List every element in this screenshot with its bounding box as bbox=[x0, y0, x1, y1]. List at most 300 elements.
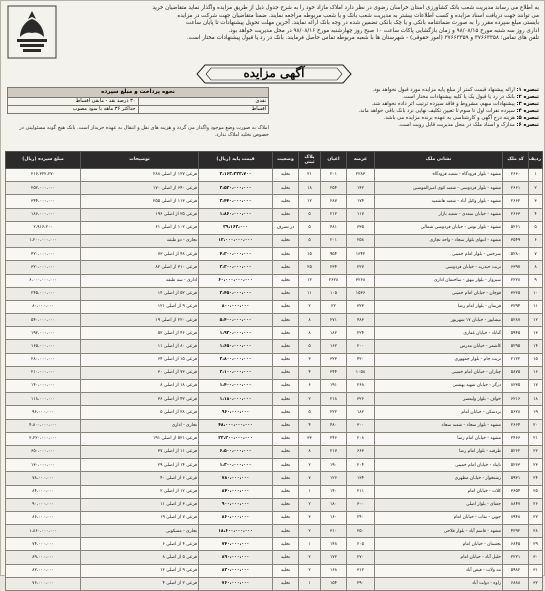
table-cell: ۸۴۰،۰۰۰،۰۰۰ bbox=[199, 485, 273, 498]
table-cell: ۶۳۹۷ bbox=[503, 261, 529, 274]
table-cell: فرعی ۴۶ از اصلی ۵۲ bbox=[81, 327, 199, 340]
table-cell: ۱۸۶،۰۰۰،۰۰۰ bbox=[6, 208, 81, 221]
table-cell: ۱،۶۵۰،۰۰۰،۰۰۰ bbox=[199, 340, 273, 353]
table-cell: ۲ bbox=[299, 525, 321, 538]
table-cell: فرعی ۴۸ از اصلی ۷۳ bbox=[81, 248, 199, 261]
table-cell: مشهد - بلوار فرودگاه - شعبه فرودگاه bbox=[375, 169, 503, 182]
table-cell: تخلیه bbox=[273, 538, 299, 551]
table-cell: ۴۲۰ bbox=[347, 353, 375, 366]
payment-desc: حداکثر ۳۶ ماهه با سود مصوب bbox=[72, 106, 136, 112]
table-cell: تخلیه bbox=[273, 393, 299, 406]
intro-line: اداری روز سه شنبه مورخ ۹۸/۰۸/۱۵ و زمان بازگشایی پاکات ساعت ۱۰ صبح روز چهارشنبه مورخ ۹۸/۰۸/۱۶ در محل مدیریت خواهد بود. bbox=[228, 27, 539, 34]
table-cell: ۲۶۲۸ bbox=[321, 274, 347, 287]
table-cell: تخلیه bbox=[273, 432, 299, 445]
table-cell: گناباد - خیابان غفاری bbox=[375, 327, 503, 340]
table-cell: فرعی ۵۲۱ از اصلی ۱۹۱ bbox=[81, 432, 199, 445]
table-row bbox=[6, 340, 543, 353]
table-cell: مشهد - انتهای بلوار سجاد - واحد تجاری bbox=[375, 234, 503, 247]
table-row bbox=[6, 366, 543, 379]
table-cell: ۷ bbox=[299, 472, 321, 485]
table-cell: ۳۰۰ bbox=[347, 498, 375, 511]
table-cell: ۱۱ bbox=[299, 287, 321, 300]
table-cell: ۴ bbox=[529, 208, 543, 221]
table-cell: ۱۵۳۶ bbox=[347, 287, 375, 300]
table-cell: ۱۹۲،۰۰۰،۰۰۰ bbox=[6, 327, 81, 340]
table-cell: تخلیه bbox=[273, 551, 299, 564]
table-cell: ۱،۸۶۰،۰۰۰،۰۰۰ bbox=[199, 208, 273, 221]
table-cell: ۳۶۵۴ bbox=[503, 485, 529, 498]
table-cell: ۲،۱۶۳،۲۲۲،۷۰۰ bbox=[199, 169, 273, 182]
table-cell: ۵۸۷۵ bbox=[503, 366, 529, 379]
table-cell: ۲۶۶۴ bbox=[503, 419, 529, 432]
table-cell: ۲۱۶،۳۲۲،۲۷۰ bbox=[6, 169, 81, 182]
table-cell: خواف - بلوار ولیعصر bbox=[375, 393, 503, 406]
table-cell: ۲۶۶۱ bbox=[503, 182, 529, 195]
table-cell: ۵ bbox=[299, 234, 321, 247]
table-cell: تخلیه bbox=[273, 419, 299, 432]
table-cell: ۵۲۸۰ bbox=[503, 248, 529, 261]
table-cell: فرعی ۶۴۰ از اصلی ۱۷۰ bbox=[81, 182, 199, 195]
table-cell: ۸۹،۰۰۰،۰۰۰ bbox=[6, 551, 81, 564]
table-cell: ۲۱ bbox=[299, 169, 321, 182]
table-cell: ۲۹ bbox=[529, 538, 543, 551]
table-cell: تخلیه bbox=[273, 340, 299, 353]
table-cell: ۴۲۰،۰۰۰،۰۰۰ bbox=[6, 248, 81, 261]
table-cell: ۷۸،۰۰۰،۰۰۰ bbox=[6, 472, 81, 485]
table-cell: فرعی ۶ از اصلی ۴۰ bbox=[81, 472, 199, 485]
table-cell: ۲۵ bbox=[299, 261, 321, 274]
table-cell: ۳۰ bbox=[529, 551, 543, 564]
table-cell: ۳۲ bbox=[529, 577, 543, 590]
table-cell: فرعی ۸۰ از اصلی ۱۱ bbox=[81, 340, 199, 353]
column-header: وضعیت bbox=[273, 152, 299, 169]
table-cell: ۱،۹۲۰،۰۰۰،۰۰۰ bbox=[199, 327, 273, 340]
table-cell: ۳ bbox=[299, 353, 321, 366]
table-cell: ۲۹۰ bbox=[347, 577, 375, 590]
column-header: ردیف bbox=[529, 152, 543, 169]
table-cell: فریمان - بلوار امام رضا bbox=[375, 300, 503, 313]
table-cell: ۲۲۸۳ bbox=[347, 169, 375, 182]
table-cell: ۲۷۰ bbox=[347, 551, 375, 564]
table-cell: فرعی ۲۸ از اصلی ۵ bbox=[81, 406, 199, 419]
table-cell: ۲،۴۵۰،۰۰۰،۰۰۰ bbox=[199, 287, 273, 300]
note-item: تبصره ۱: ارائه پیشنهاد قیمت کمتر از مبلغ پایه مزایده مورد قبول نخواهد بود. bbox=[372, 87, 539, 93]
table-cell: ۱۶۸ bbox=[321, 564, 347, 577]
table-cell: ۳ bbox=[529, 195, 543, 208]
table-cell: ۱ bbox=[299, 577, 321, 590]
table-cell: ۱۵۴ bbox=[321, 577, 347, 590]
table-cell: ۸۸۴۷ bbox=[503, 498, 529, 511]
table-cell: تخلیه bbox=[273, 314, 299, 327]
table-row bbox=[6, 577, 543, 590]
table-cell: ۷۴۰،۰۰۰،۰۰۰ bbox=[199, 538, 273, 551]
table-cell: ۱۳ bbox=[529, 327, 543, 340]
table-cell: ۶۸۸۸ bbox=[503, 577, 529, 590]
table-cell: تخلیه bbox=[273, 234, 299, 247]
table-cell: ۲۲۲ bbox=[321, 406, 347, 419]
table-cell: تخلیه bbox=[273, 366, 299, 379]
table-cell: فرعی ۵۲ از اصلی ۱۴ bbox=[81, 287, 199, 300]
table-cell: ۳ bbox=[299, 511, 321, 524]
table-cell: ۲۹،۱۶۲،۰۰۰ bbox=[199, 221, 273, 234]
table-cell: ۳۲۹۴ bbox=[503, 300, 529, 313]
table-cell: ۱ bbox=[529, 169, 543, 182]
table-cell: ۲۵۰ bbox=[347, 525, 375, 538]
column-header: مبلغ سپرده (ریال) bbox=[6, 152, 81, 169]
table-cell: ۱ bbox=[299, 485, 321, 498]
table-cell: تخلیه bbox=[273, 445, 299, 458]
table-cell: تخلیه bbox=[273, 525, 299, 538]
table-cell: فرعی ۷ از اصلی ۱۹ bbox=[81, 511, 199, 524]
table-cell: تخلیه bbox=[273, 248, 299, 261]
table-cell: ۲۰۸ bbox=[347, 432, 375, 445]
notes-list bbox=[275, 87, 539, 149]
table-cell: ۴۲۹۲ bbox=[503, 525, 529, 538]
column-header: نشانی ملک bbox=[375, 152, 503, 169]
table-row bbox=[6, 208, 543, 221]
table-cell: تخلیه bbox=[273, 274, 299, 287]
table-cell: ۱۶۲ bbox=[321, 340, 347, 353]
table-cell: ۲۸ bbox=[529, 525, 543, 538]
table-cell: چناران - خیابان امام خمینی bbox=[375, 366, 503, 379]
table-cell: ۵۲۶۱ bbox=[503, 221, 529, 234]
table-row bbox=[6, 300, 543, 313]
table-cell: ۱۴۰ bbox=[321, 485, 347, 498]
table-cell: ۱۴۲ bbox=[347, 182, 375, 195]
table-cell: ۲۴ bbox=[529, 472, 543, 485]
table-cell: ۵ bbox=[299, 340, 321, 353]
payment-terms-heading: نحوه پرداخت و مبلغ سپرده bbox=[7, 87, 269, 98]
table-cell: ۱۷۴ bbox=[347, 195, 375, 208]
table-cell: تخلیه bbox=[273, 511, 299, 524]
table-cell: ۵۲۶۳ bbox=[503, 459, 529, 472]
table-cell: ۱،۳۰۰،۰۰۰،۰۰۰ bbox=[199, 459, 273, 472]
table-cell: ۲۰۰ bbox=[347, 340, 375, 353]
table-cell: ۲۲۴ bbox=[347, 327, 375, 340]
table-cell: زاوه - دولت آباد bbox=[375, 577, 503, 590]
table-cell: ۲ bbox=[299, 300, 321, 313]
table-cell: ۱۱۷ bbox=[347, 208, 375, 221]
table-cell: ۵۲۹۵ bbox=[503, 340, 529, 353]
table-cell: تخلیه bbox=[273, 208, 299, 221]
table-cell: ۲۲ bbox=[321, 300, 347, 313]
table-cell: ۸۶،۰۰۰،۰۰۰ bbox=[6, 511, 81, 524]
table-cell: ۳۲۶۸ bbox=[347, 274, 375, 287]
table-cell: فرعی ۳۱۰ از اصلی ۸۲ bbox=[81, 261, 199, 274]
column-header: عرصه bbox=[347, 152, 375, 169]
table-row bbox=[6, 287, 543, 300]
table-cell: ۲۳ bbox=[529, 459, 543, 472]
table-cell: ۳۰۰ bbox=[347, 419, 375, 432]
table-cell: ۱۸ bbox=[299, 182, 321, 195]
table-cell: ۱۸۰ bbox=[321, 498, 347, 511]
table-cell: ۷۸۰،۰۰۰،۰۰۰ bbox=[199, 472, 273, 485]
table-cell: ۱۷ bbox=[529, 380, 543, 393]
table-cell: ۸ bbox=[299, 314, 321, 327]
table-cell: ۶۵۰،۰۰۰،۰۰۰ bbox=[6, 445, 81, 458]
table-cell: ۴ bbox=[299, 366, 321, 379]
note-item: تبصره ۶: مدارک و اسناد ملک در محل مدیریت قابل رویت است. bbox=[398, 122, 539, 128]
table-cell: ۳۴۴،۰۰۰،۰۰۰ bbox=[6, 195, 81, 208]
payment-terms-row bbox=[7, 106, 269, 114]
table-row bbox=[6, 419, 543, 432]
table-cell: کاشمر - خیابان مدرس bbox=[375, 340, 503, 353]
table-cell: ۲۲۲۸ bbox=[503, 274, 529, 287]
table-cell: ۳۱۲ bbox=[347, 564, 375, 577]
table-header-row bbox=[6, 152, 543, 169]
intro-line: می توانند جهت دریافت اسناد مزایده و کسب اطلاعات بیشتر به مدیریت شعب بانک و یا شعب مربوطه مراجعه نمایند. ضمنا متقاضیان جهت شرکت در مزایده bbox=[177, 12, 539, 19]
intro-line: بایستی مبلغ سپرده مقرر را به صورت ضمانتنامه بانکی و یا چک بانکی تضمین شده در وجه بانک ارائه نمایند. آخرین مهلت تحویل پیشنهادات تا پایان ساعت bbox=[185, 20, 539, 27]
table-cell: فرعی ۱۸ از اصلی ۸ bbox=[81, 380, 199, 393]
table-cell: ۲۲ bbox=[529, 445, 543, 458]
table-cell: تجاری - دو طبقه bbox=[81, 234, 199, 247]
table-cell: ۵۲۶۲ bbox=[503, 445, 529, 458]
table-cell: ۱۸۲ bbox=[347, 406, 375, 419]
table-cell: ۲۷۱ bbox=[321, 314, 347, 327]
table-cell: ۱۲ bbox=[299, 195, 321, 208]
table-cell: فرعی ۲۵ از اصلی ۱۹۶ bbox=[81, 208, 199, 221]
table-cell: ۵۶۲۸ bbox=[503, 406, 529, 419]
table-cell: ۸۶۰،۰۰۰،۰۰۰ bbox=[199, 511, 273, 524]
table-row bbox=[6, 432, 543, 445]
table-cell: تخلیه bbox=[273, 406, 299, 419]
table-row bbox=[6, 551, 543, 564]
table-cell: ۲۶۶۳ bbox=[503, 208, 529, 221]
table-cell: ۱،۴۰۰،۰۰۰،۰۰۰ bbox=[199, 380, 273, 393]
column-header: اعیان bbox=[321, 152, 347, 169]
table-row bbox=[6, 221, 543, 234]
table-cell: ۲۶۸ bbox=[347, 380, 375, 393]
table-cell: ۸ bbox=[299, 327, 321, 340]
table-row bbox=[6, 195, 543, 208]
table-cell: ۲۴۶۶ bbox=[503, 432, 529, 445]
title-banner bbox=[191, 61, 357, 87]
table-cell: ۲۵۲،۰۰۰،۰۰۰ bbox=[6, 182, 81, 195]
table-cell: ۶ bbox=[529, 234, 543, 247]
table-cell: ۳۲۰،۰۰۰،۰۰۰ bbox=[6, 261, 81, 274]
table-row bbox=[6, 261, 543, 274]
table-cell: ۲ bbox=[299, 498, 321, 511]
table-cell: تخلیه bbox=[273, 300, 299, 313]
table-row bbox=[6, 445, 543, 458]
table-cell: مشهد - بلوار توس - خیابان فردوسی شمالی bbox=[375, 221, 503, 234]
table-cell: ۲۲۲۱ bbox=[503, 551, 529, 564]
table-cell: ۵۹۸۲ bbox=[503, 564, 529, 577]
table-cell: ۲،۸۰۰،۰۰۰،۰۰۰ bbox=[199, 353, 273, 366]
table-cell: ۱،۱۸۰،۰۰۰،۰۰۰ bbox=[199, 393, 273, 406]
table-cell: تخلیه bbox=[273, 564, 299, 577]
table-cell: ۱۲۶ bbox=[321, 472, 347, 485]
table-cell: تخلیه bbox=[273, 577, 299, 590]
table-cell: رشتخوار - خیابان مطهری bbox=[375, 472, 503, 485]
table-cell: ۲۴۵،۰۰۰،۰۰۰ bbox=[6, 287, 81, 300]
table-cell: ۲۱۲۲ bbox=[503, 353, 529, 366]
conditions-note: املاک به صورت وضع موجود واگذار می گردد و هزینه های نقل و انتقال به عهده خریدار است. بانک هیچ گونه مسئولیتی در خصوص تخلیه املاک ندارد. bbox=[19, 125, 269, 138]
table-cell: ۲ bbox=[299, 551, 321, 564]
table-cell: مه ولات - فیض آباد bbox=[375, 564, 503, 577]
table-cell: ۲۶۶۲ bbox=[503, 195, 529, 208]
table-cell: ۴،۲۰۰،۰۰۰،۰۰۰ bbox=[199, 248, 273, 261]
table-cell: مشهد - بلوار فردوسی - شعبه کوی امیرالمومنین bbox=[375, 182, 503, 195]
table-cell: فرعی ۲ از اصلی ۴ bbox=[81, 577, 199, 590]
table-cell: درگز - خیابان شهید بهشتی bbox=[375, 380, 503, 393]
table-cell: ۳،۲۰۰،۰۰۰،۰۰۰ bbox=[199, 261, 273, 274]
table-cell: فرعی ۴۲ از اصلی ۳۶ bbox=[81, 393, 199, 406]
table-cell: تخلیه bbox=[273, 380, 299, 393]
table-cell: ۹ bbox=[529, 274, 543, 287]
table-cell: ۱۲،۰۰۰،۰۰۰،۰۰۰ bbox=[199, 234, 273, 247]
table-cell: ۱۴ bbox=[529, 340, 543, 353]
table-cell: ۴۸۱ bbox=[321, 221, 347, 234]
table-row bbox=[6, 459, 543, 472]
table-cell: تجاری - اداری bbox=[81, 419, 199, 432]
table-cell: ۵ bbox=[299, 208, 321, 221]
table-cell: تایباد - خیابان امام خمینی bbox=[375, 459, 503, 472]
table-cell: مشهد - قاسم آباد - بلوار فلاحی bbox=[375, 525, 503, 538]
table-row bbox=[6, 169, 543, 182]
table-cell: بجستان - خیابان امام bbox=[375, 538, 503, 551]
table-cell: فرعی ۲۲۰ از اصلی ۱۹ bbox=[81, 314, 199, 327]
table-cell: ۲۴۰ bbox=[347, 511, 375, 524]
table-cell: ۵۹۴۵ bbox=[503, 327, 529, 340]
table-cell: ۲۰۴ bbox=[347, 459, 375, 472]
property-table-wrapper bbox=[5, 151, 542, 587]
table-cell: ۱۳۴ bbox=[347, 472, 375, 485]
table-cell: فرعی ۴ از اصلی ۶ bbox=[81, 538, 199, 551]
table-cell: ۳،۴۴۰،۰۰۰،۰۰۰ bbox=[199, 195, 273, 208]
table-cell: فرعی ۱۴ از اصلی ۲۹ bbox=[81, 459, 199, 472]
table-cell: ۸۹۴۸ bbox=[503, 511, 529, 524]
table-cell: ۷۶،۰۰۰،۰۰۰ bbox=[6, 577, 81, 590]
table-cell: ۲۰ bbox=[529, 419, 543, 432]
table-cell: فرعی ۱۱۳ از اصلی ۲۵۵ bbox=[81, 195, 199, 208]
intro-paragraph bbox=[63, 5, 539, 59]
payment-desc: ۳۰ درصد نقد - مابقی اقساط bbox=[75, 98, 136, 104]
table-cell: ۲۳۴ bbox=[321, 261, 347, 274]
table-cell: ۶،۰۰۰،۰۰۰،۰۰۰ bbox=[6, 274, 81, 287]
table-cell: تخلیه bbox=[273, 287, 299, 300]
table-cell: ۵ bbox=[529, 221, 543, 234]
table-cell: ۸ bbox=[529, 261, 543, 274]
table-cell: ۷ bbox=[529, 248, 543, 261]
table-cell: ۳۳ bbox=[299, 432, 321, 445]
table-cell: تخلیه bbox=[273, 472, 299, 485]
ad-header bbox=[5, 3, 542, 61]
table-cell: جوین - نقاب - خیابان امام bbox=[375, 511, 503, 524]
table-cell: فرعی ۹ از اصلی ۱۲ bbox=[81, 564, 199, 577]
table-cell: ۱۰۵ bbox=[321, 287, 347, 300]
table-cell: ۱۶۰ bbox=[321, 511, 347, 524]
table-cell: طرقبه - بلوار امام رضا bbox=[375, 445, 503, 458]
table-cell: تخلیه bbox=[273, 195, 299, 208]
table-cell: ۱۴۰،۰۰۰،۰۰۰ bbox=[6, 380, 81, 393]
table-cell: قوچان - خیابان امام خمینی bbox=[375, 287, 503, 300]
table-cell: در تصرف bbox=[273, 221, 299, 234]
table-row bbox=[6, 511, 543, 524]
table-cell: ۲۵ bbox=[529, 485, 543, 498]
note-item: تبصره ۵: هزینه درج آگهی و کارشناسی به عهده برنده مزایده می باشد. bbox=[383, 115, 539, 121]
table-row bbox=[6, 234, 543, 247]
table-cell: ۴۸۳ bbox=[347, 314, 375, 327]
table-cell: جغتای - بلوار اصلی bbox=[375, 498, 503, 511]
table-cell: سبزوار - بلوار بیهق - ساختمان اداری bbox=[375, 274, 503, 287]
payment-type: اقساط bbox=[138, 106, 269, 113]
table-cell: تخلیه bbox=[273, 327, 299, 340]
table-cell: ۱۲ bbox=[299, 274, 321, 287]
table-cell: ۳۲۳ bbox=[321, 353, 347, 366]
table-cell: ۷۴،۰۰۰،۰۰۰ bbox=[6, 538, 81, 551]
table-cell: ۴ bbox=[299, 419, 321, 432]
table-cell: ۲۶۶۰ bbox=[503, 169, 529, 182]
ad-title: آگهی مزایده bbox=[243, 66, 305, 80]
note-item: تبصره ۳: پیشنهادات مبهم، مشروط و فاقد سپرده ترتیب اثر داده نخواهد شد. bbox=[371, 101, 539, 107]
table-cell: ۱۱۸،۰۰۰،۰۰۰ bbox=[6, 393, 81, 406]
table-cell: ۹۵۴ bbox=[321, 248, 347, 261]
table-cell: ۸۲۳۵ bbox=[503, 380, 529, 393]
table-cell: مشهد - بلوار وکیل آباد - شعبه هاشمیه bbox=[375, 195, 503, 208]
table-cell: تخلیه bbox=[273, 485, 299, 498]
table-cell: ۲ bbox=[299, 393, 321, 406]
table-row bbox=[6, 525, 543, 538]
table-cell: ۱۹ bbox=[529, 406, 543, 419]
intro-line: تلفن های تماس: ۳۷۶۶۳۳۵۸ و ۳۷۶۶۳۳۵۹ (امور حقوقی) - شهرستان ها با شعبه مربوطه تماس حاصل فرمایند. بانک در رد یا قبول پیشنهادات مختار است. bbox=[186, 35, 539, 42]
table-cell: ۲،۱۰۰،۰۰۰،۰۰۰ bbox=[199, 366, 273, 379]
column-header: پلاک ثبتی bbox=[299, 152, 321, 169]
table-cell: فرعی ۱۵ از اصلی ۶۴ bbox=[81, 353, 199, 366]
table-cell: ۱۹۱ bbox=[321, 380, 347, 393]
table-cell: ۹۶۰،۰۰۰،۰۰۰ bbox=[199, 406, 273, 419]
table-cell: ۱۶۵،۰۰۰،۰۰۰ bbox=[6, 340, 81, 353]
table-cell: تخلیه bbox=[273, 459, 299, 472]
table-cell: ۱،۸۶۰،۰۰۰،۰۰۰ bbox=[6, 525, 81, 538]
column-header: قیمت پایه (ریال) bbox=[199, 152, 273, 169]
table-cell: ۱۶ bbox=[529, 366, 543, 379]
table-cell: ۸۲،۰۰۰،۰۰۰ bbox=[6, 564, 81, 577]
table-cell: ۱۰۵۸ bbox=[347, 366, 375, 379]
table-cell: ۲۱۷ bbox=[321, 445, 347, 458]
table-cell: ۵۲۸۷ bbox=[503, 314, 529, 327]
table-cell: ۴۸،۰۰۰،۰۰۰،۰۰۰ bbox=[199, 419, 273, 432]
payment-type: نقدی bbox=[138, 98, 269, 105]
table-cell: ۱۴۸ bbox=[321, 538, 347, 551]
table-cell: ۱،۲۰۰،۰۰۰،۰۰۰ bbox=[6, 234, 81, 247]
table-cell: ۲ bbox=[299, 564, 321, 577]
table-cell: تجاری - مسکونی bbox=[81, 525, 199, 538]
table-row bbox=[6, 538, 543, 551]
bank-logo-icon bbox=[7, 5, 57, 59]
table-cell: ۱۵ bbox=[529, 353, 543, 366]
table-cell: فرعی ۷۳ از اصلی ۳۰ bbox=[81, 366, 199, 379]
table-row bbox=[6, 393, 543, 406]
table-cell: ۱۸،۶۰۰،۰۰۰،۰۰۰ bbox=[199, 525, 273, 538]
table-cell: ۵۴۰،۰۰۰،۰۰۰ bbox=[6, 314, 81, 327]
table-cell: ۸۹۰،۰۰۰،۰۰۰ bbox=[199, 551, 273, 564]
table-cell: ۲۲۷ bbox=[347, 261, 375, 274]
table-cell: ۲۵۸ bbox=[347, 234, 375, 247]
table-cell: ۳۱۰ bbox=[321, 525, 347, 538]
table-row bbox=[6, 314, 543, 327]
table-cell: ۲۷ bbox=[529, 511, 543, 524]
table-cell: ۲ bbox=[529, 182, 543, 195]
table-cell: ۶۲۱۶ bbox=[503, 393, 529, 406]
table-cell: ۳۱ bbox=[529, 564, 543, 577]
table-cell: اداری - سه طبقه bbox=[81, 274, 199, 287]
property-table bbox=[5, 151, 543, 591]
table-cell: ۸۴،۰۰۰،۰۰۰ bbox=[6, 485, 81, 498]
table-cell: ۹۰،۰۰۰،۰۰۰ bbox=[6, 498, 81, 511]
table-cell: ۲۱۱ bbox=[347, 485, 375, 498]
table-cell: ۴۸۰ bbox=[321, 419, 347, 432]
